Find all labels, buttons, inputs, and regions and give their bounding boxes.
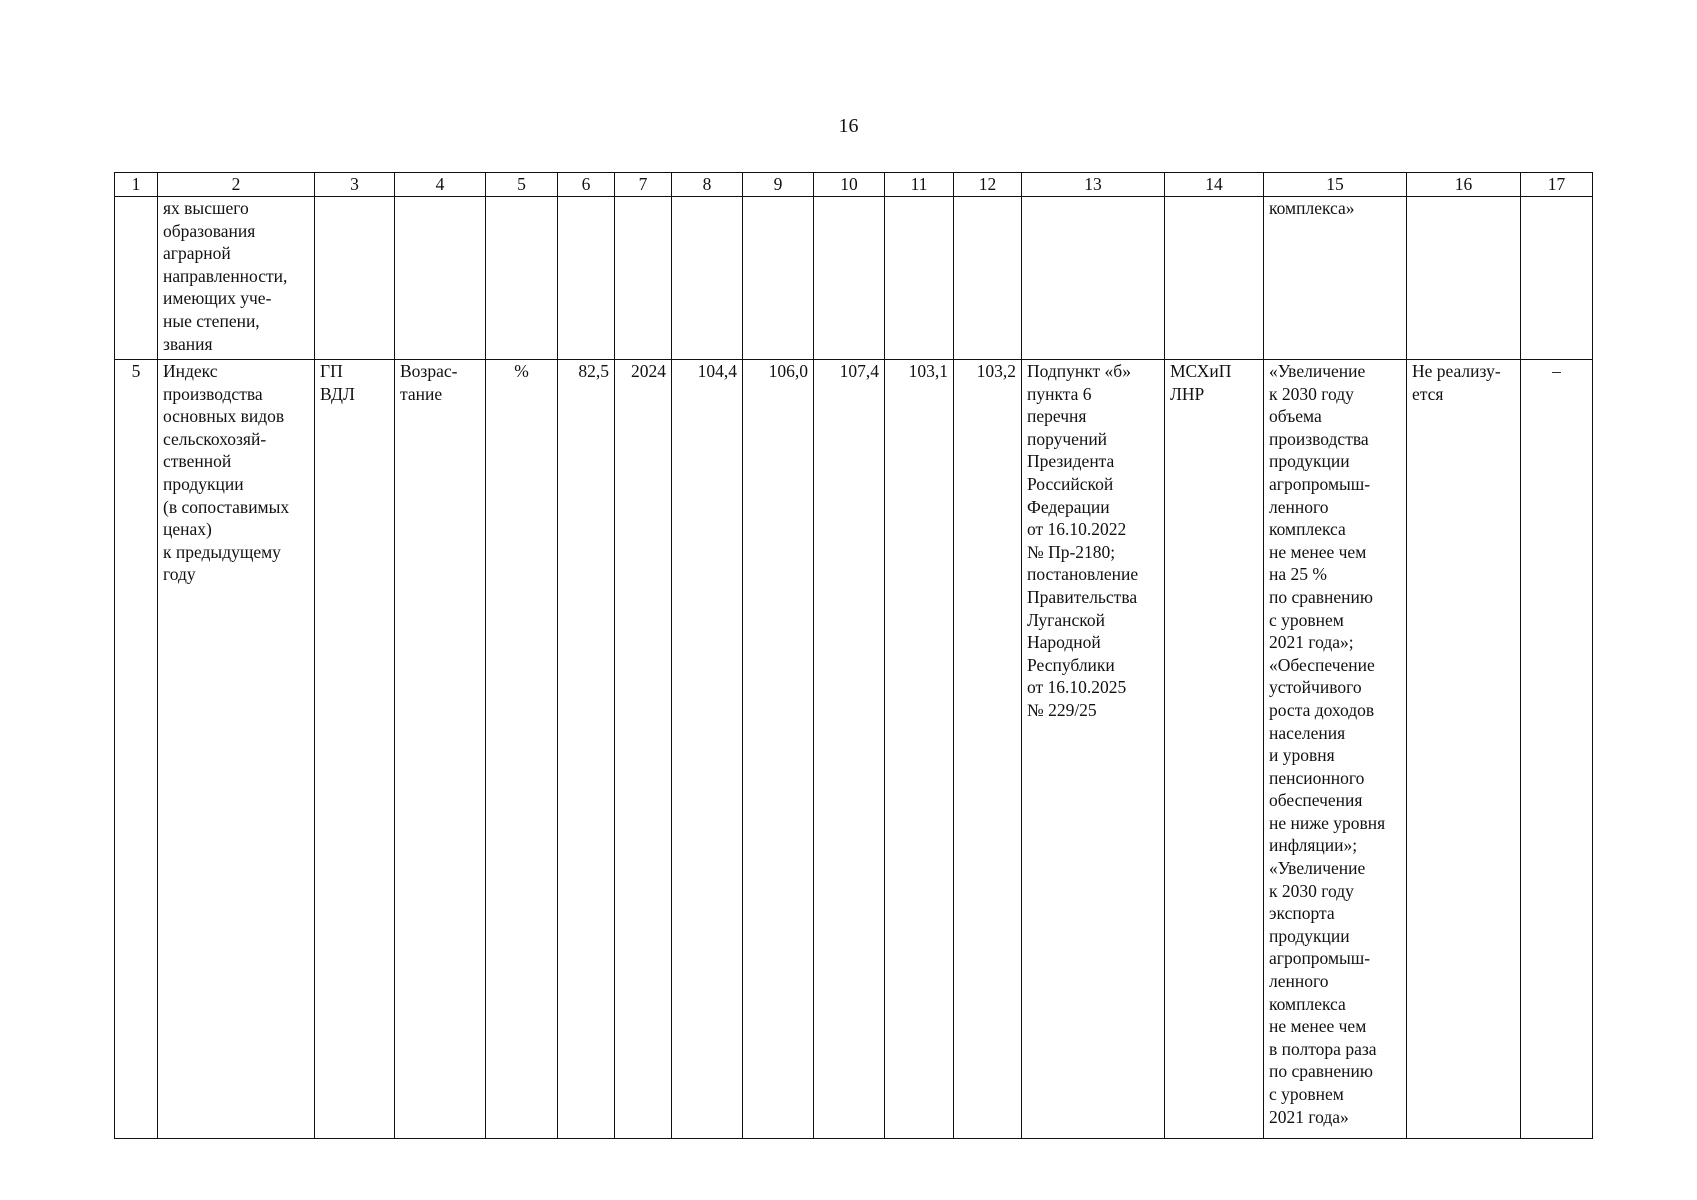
column-header: 6 — [558, 173, 615, 197]
table-cell — [1521, 197, 1593, 360]
column-header: 15 — [1264, 173, 1407, 197]
column-header: 12 — [954, 173, 1022, 197]
indicator-name-cell: Индекс производства основных видов сельскохозяй- ственной продукции (в сопоставимых ценах) к предыдущему году — [158, 360, 315, 1139]
year-cell: 2024 — [615, 360, 672, 1139]
column-header: 9 — [743, 173, 814, 197]
table-cell — [486, 197, 558, 360]
table-cell — [395, 197, 486, 360]
column-header: 16 — [1407, 173, 1521, 197]
column-header: 4 — [395, 173, 486, 197]
table-cell — [954, 197, 1022, 360]
column-header: 2 — [158, 173, 315, 197]
column-header: 5 — [486, 173, 558, 197]
table-cell — [814, 197, 885, 360]
table-cell — [743, 197, 814, 360]
column-header: 7 — [615, 173, 672, 197]
column-header: 3 — [315, 173, 395, 197]
table-cell: ГП ВДЛ — [315, 360, 395, 1139]
column-header: 13 — [1022, 173, 1165, 197]
table-cell — [672, 197, 743, 360]
table-cell: комплекса» — [1264, 197, 1407, 360]
column-header: 14 — [1165, 173, 1264, 197]
row-number-cell: 5 — [115, 360, 158, 1139]
goal-link-cell: «Увеличение к 2030 году объема производства продукции агропромыш- ленного комплекса не менее чем на 25 % по сравнению с уровнем 2021 года»; «Обеспечение устойчивого роста доходов населения и уровня пенсионного обеспечения не ниже уровня инфляции»; «Увеличение к 2030 году экспорта продукции агропромыш- ленного комплекса не менее чем в полтора раза по сравнению с уровнем 2021 года» — [1264, 360, 1407, 1139]
table-cell — [1407, 197, 1521, 360]
table-cell — [315, 197, 395, 360]
value-cell: 103,1 — [885, 360, 954, 1139]
table-cell: Возрас- тание — [395, 360, 486, 1139]
value-cell: 107,4 — [814, 360, 885, 1139]
value-cell: 104,4 — [672, 360, 743, 1139]
table-cell: – — [1521, 360, 1593, 1139]
basis-document-cell: Подпункт «б» пункта 6 перечня поручений Президента Российской Федерации от 16.10.2022 № Пр-2180; постановление Правительства Луганской Народной Республики от 16.10.2025 № 229/25 — [1022, 360, 1165, 1139]
table-cell — [615, 197, 672, 360]
table-row — [115, 360, 1593, 1139]
table-cell — [115, 197, 158, 360]
unit-cell: % — [486, 360, 558, 1139]
table-cell — [1165, 197, 1264, 360]
indicators-table — [114, 172, 1593, 1139]
page-number: 16 — [838, 115, 859, 137]
table-cell — [885, 197, 954, 360]
column-header: 8 — [672, 173, 743, 197]
column-header: 17 — [1521, 173, 1593, 197]
table-header-row — [115, 173, 1593, 197]
table-cell — [558, 197, 615, 360]
table-row — [115, 197, 1593, 360]
value-cell: 103,2 — [954, 360, 1022, 1139]
table-cell: ях высшего образования аграрной направленности, имеющих уче- ные степени, звания — [158, 197, 315, 360]
value-cell: 106,0 — [743, 360, 814, 1139]
column-header: 10 — [814, 173, 885, 197]
column-header: 1 — [115, 173, 158, 197]
table-cell: Не реализу- ется — [1407, 360, 1521, 1139]
responsible-cell: МСХиП ЛНР — [1165, 360, 1264, 1139]
value-cell: 82,5 — [558, 360, 615, 1139]
column-header: 11 — [885, 173, 954, 197]
table-cell — [1022, 197, 1165, 360]
